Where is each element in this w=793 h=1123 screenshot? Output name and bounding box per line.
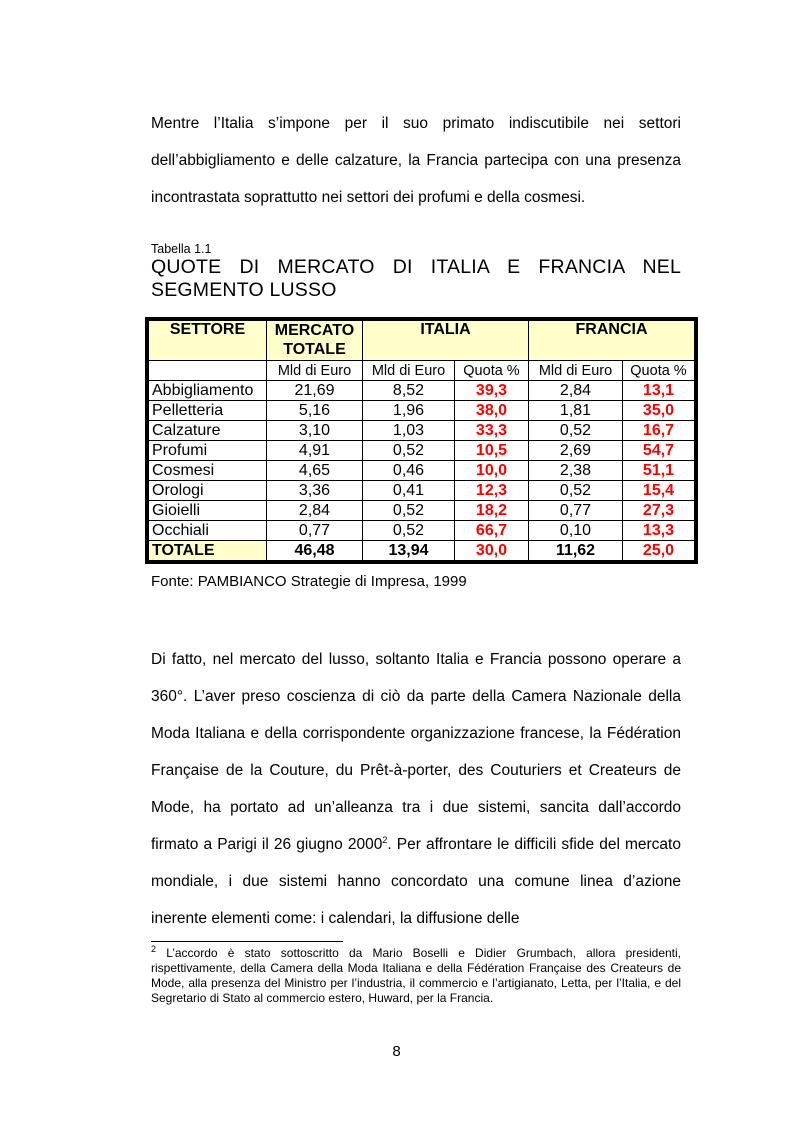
table-row: [149, 441, 695, 461]
row-italia-quota: 38,0: [455, 401, 529, 421]
row-mercato: 2,84: [267, 501, 363, 521]
header-settore: SETTORE: [149, 321, 267, 361]
subheader-empty: [149, 361, 267, 381]
row-settore: Orologi: [149, 481, 267, 501]
table-row: [149, 501, 695, 521]
row-francia-quota: 16,7: [623, 421, 695, 441]
footnote: [151, 946, 681, 1006]
row-francia-mld: 2,84: [529, 381, 623, 401]
row-francia-mld: 0,77: [529, 501, 623, 521]
footnote-ref: 2: [382, 834, 388, 845]
market-share-table: [145, 317, 698, 564]
row-settore: Abbigliamento: [149, 381, 267, 401]
subheader-italia-quota: Quota %: [455, 361, 529, 381]
row-italia-mld: 1,03: [363, 421, 455, 441]
row-francia-quota: 35,0: [623, 401, 695, 421]
row-mercato: 4,91: [267, 441, 363, 461]
row-francia-mld: 2,69: [529, 441, 623, 461]
total-italia-quota: 30,0: [455, 541, 529, 561]
row-mercato: 4,65: [267, 461, 363, 481]
body-text-2: . Per affrontare le difficili sfide del mercato mondiale, i due sistemi hanno concordato una comune linea d’azione inerente elementi come: i calendari, la diffusione delle: [151, 836, 681, 927]
row-italia-quota: 12,3: [455, 481, 529, 501]
row-mercato: 0,77: [267, 521, 363, 541]
row-mercato: 21,69: [267, 381, 363, 401]
row-italia-quota: 33,3: [455, 421, 529, 441]
total-label: TOTALE: [149, 541, 267, 561]
row-francia-quota: 15,4: [623, 481, 695, 501]
table-row: [149, 481, 695, 501]
row-francia-mld: 0,10: [529, 521, 623, 541]
page-number: 8: [392, 1043, 401, 1060]
table-row: [149, 381, 695, 401]
footnote-separator: [151, 941, 343, 942]
row-francia-mld: 0,52: [529, 481, 623, 501]
row-francia-quota: 13,1: [623, 381, 695, 401]
subheader-francia-mld: Mld di Euro: [529, 361, 623, 381]
row-italia-mld: 0,52: [363, 441, 455, 461]
total-mercato: 46,48: [267, 541, 363, 561]
row-francia-quota: 54,7: [623, 441, 695, 461]
body-paragraph: [151, 641, 681, 937]
header-italia: ITALIA: [363, 321, 529, 361]
table-label: Tabella 1.1: [151, 242, 212, 256]
row-italia-mld: 0,52: [363, 501, 455, 521]
row-italia-quota: 18,2: [455, 501, 529, 521]
row-italia-quota: 39,3: [455, 381, 529, 401]
row-francia-mld: 0,52: [529, 421, 623, 441]
subheader-mercato-mld: Mld di Euro: [267, 361, 363, 381]
table-row: [149, 521, 695, 541]
total-italia-mld: 13,94: [363, 541, 455, 561]
row-francia-quota: 13,3: [623, 521, 695, 541]
row-italia-mld: 0,41: [363, 481, 455, 501]
row-settore: Calzature: [149, 421, 267, 441]
row-francia-quota: 27,3: [623, 501, 695, 521]
row-italia-mld: 8,52: [363, 381, 455, 401]
row-italia-quota: 10,0: [455, 461, 529, 481]
row-settore: Gioielli: [149, 501, 267, 521]
total-francia-mld: 11,62: [529, 541, 623, 561]
row-francia-mld: 1,81: [529, 401, 623, 421]
table-source: Fonte: PAMBIANCO Strategie di Impresa, 1999: [151, 573, 467, 590]
table-title: QUOTE DI MERCATO DI ITALIA E FRANCIA NEL SEGMENTO LUSSO: [151, 256, 681, 301]
row-settore: Pelletteria: [149, 401, 267, 421]
subheader-italia-mld: Mld di Euro: [363, 361, 455, 381]
row-italia-quota: 10,5: [455, 441, 529, 461]
total-francia-quota: 25,0: [623, 541, 695, 561]
header-mercato: MERCATO TOTALE: [267, 321, 363, 361]
row-settore: Cosmesi: [149, 461, 267, 481]
row-mercato: 5,16: [267, 401, 363, 421]
intro-paragraph: Mentre l’Italia s’impone per il suo primato indiscutibile nei settori dell’abbigliamento e delle calzature, la Francia partecipa con una presenza incontrastata soprattutto nei settori dei profumi e della cosmesi.: [151, 115, 681, 206]
table-row: [149, 421, 695, 441]
row-italia-mld: 1,96: [363, 401, 455, 421]
row-settore: Profumi: [149, 441, 267, 461]
row-mercato: 3,36: [267, 481, 363, 501]
row-francia-mld: 2,38: [529, 461, 623, 481]
row-settore: Occhiali: [149, 521, 267, 541]
table-row: [149, 461, 695, 481]
row-italia-mld: 0,52: [363, 521, 455, 541]
subheader-francia-quota: Quota %: [623, 361, 695, 381]
body-text-1: Di fatto, nel mercato del lusso, soltanto Italia e Francia possono operare a 360°. L’aver preso coscienza di ciò da parte della Camera Nazionale della Moda Italiana e della corrispondente organizzazione francese, la Fédération Française de la Couture, du Prêt-à-porter, des Couturiers et Createurs de Mode, ha portato ad un’alleanza tra i due sistemi, sancita dall’accordo firmato a Parigi il 26 giugno 2000: [151, 651, 681, 853]
footnote-text: L’accordo è stato sottoscritto da Mario Boselli e Didier Grumbach, allora presidenti, rispettivamente, della Camera della Moda Italiana e della Fédération Française des Createurs de Mode, alla presenza del Ministro per l’industria, il commercio e l’artigianato, Letta, per l’Italia, e del Segretario di Stato al commercio estero, Huward, per la Francia.: [151, 946, 681, 1005]
row-italia-mld: 0,46: [363, 461, 455, 481]
footnote-number: 2: [151, 944, 157, 954]
header-francia: FRANCIA: [529, 321, 695, 361]
row-italia-quota: 66,7: [455, 521, 529, 541]
row-francia-quota: 51,1: [623, 461, 695, 481]
table-row: [149, 401, 695, 421]
row-mercato: 3,10: [267, 421, 363, 441]
